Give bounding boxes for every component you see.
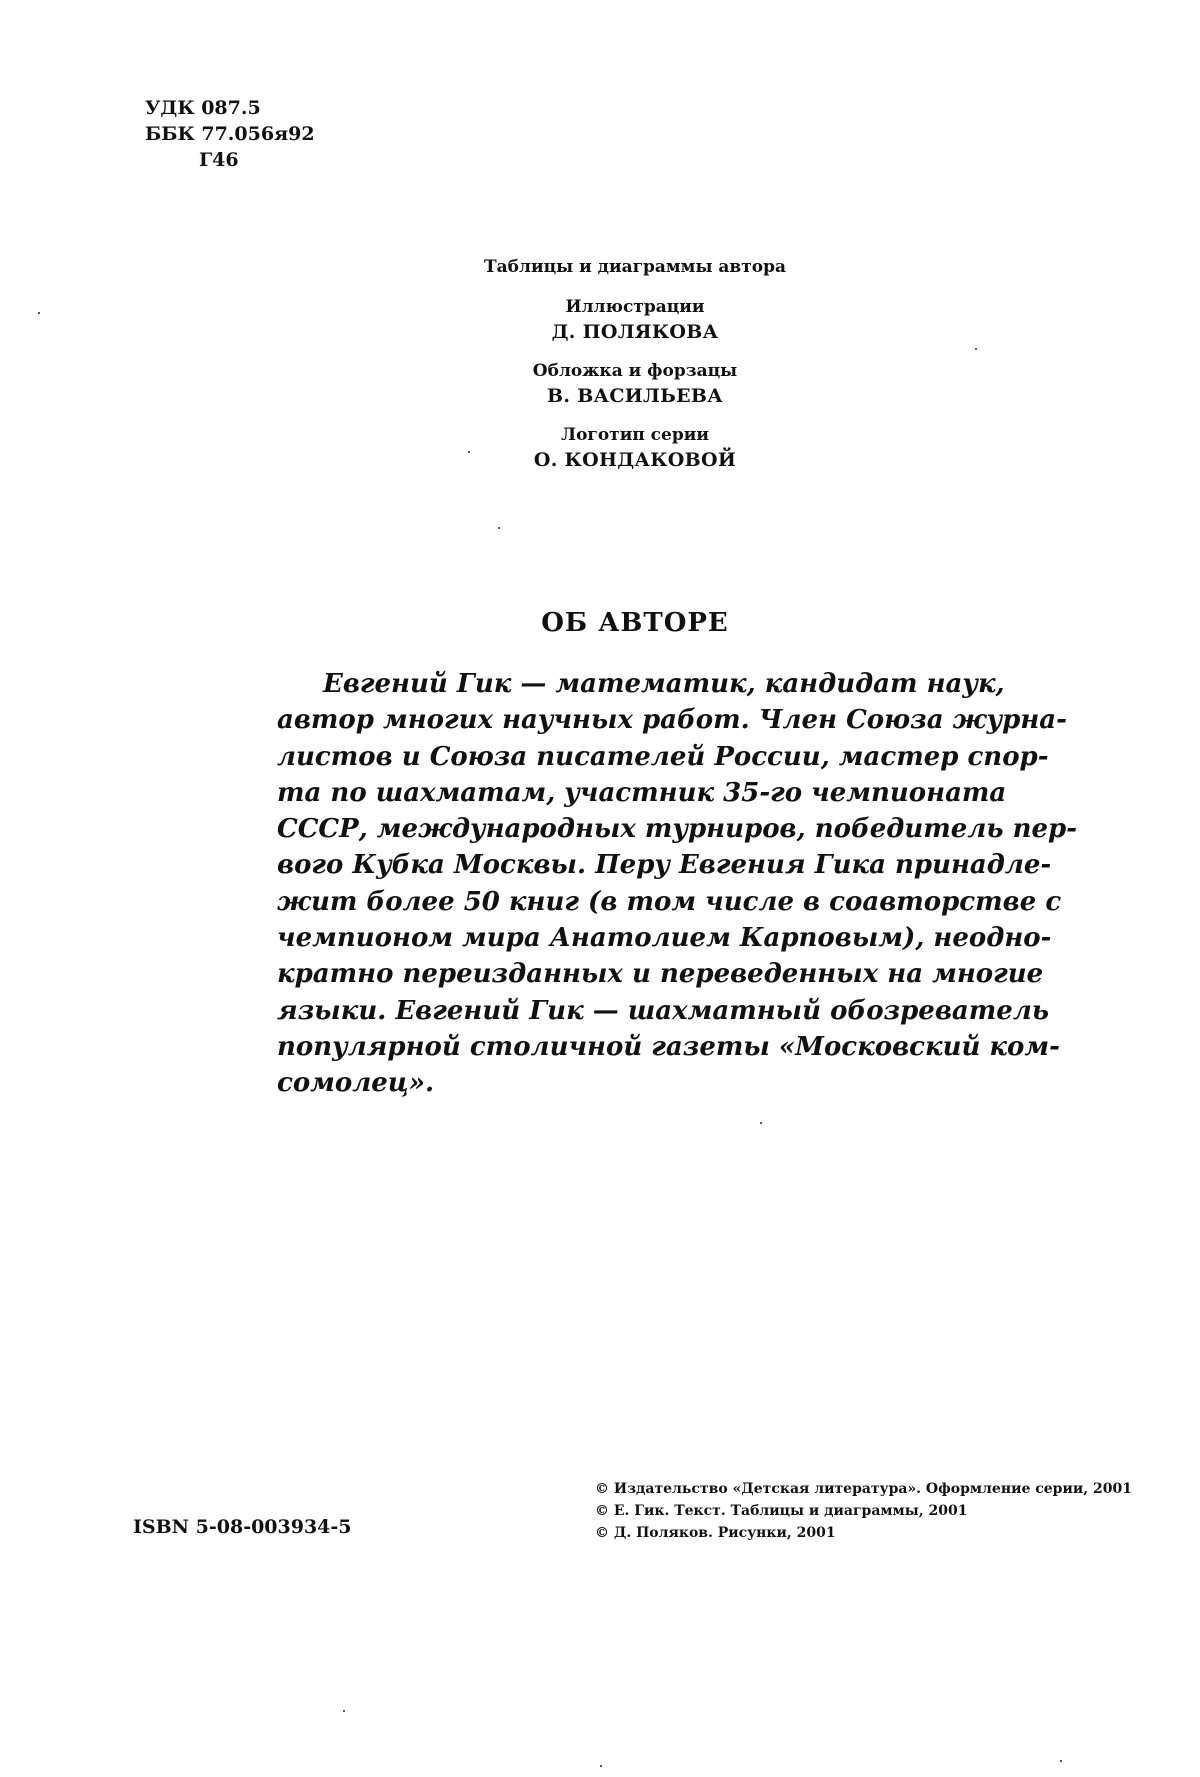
classification-codes bbox=[145, 95, 315, 173]
scan-speck bbox=[1060, 1760, 1062, 1762]
cover-name: В. ВАСИЛЬЕВА bbox=[547, 385, 723, 407]
about-line: кратно переизданных и переведенных на многие bbox=[277, 959, 1044, 990]
illustrations-name: Д. ПОЛЯКОВА bbox=[551, 321, 719, 343]
about-line: СССР, международных турниров, победитель пер- bbox=[277, 814, 1077, 845]
udk-code: УДК 087.5 bbox=[145, 97, 261, 119]
logo-credit bbox=[0, 423, 1200, 473]
about-line: чемпионом мира Анатолием Карповым), неодно- bbox=[277, 923, 1052, 954]
about-paragraph bbox=[277, 666, 1077, 1102]
cover-label: Обложка и форзацы bbox=[532, 361, 738, 381]
scan-speck bbox=[600, 1765, 602, 1767]
about-line: листов и Союза писателей России, мастер спор- bbox=[277, 741, 1049, 772]
about-line: языки. Евгений Гик — шахматный обозреватель bbox=[277, 995, 1050, 1026]
about-line: сомолец». bbox=[277, 1068, 434, 1099]
scan-speck bbox=[343, 1710, 345, 1712]
cover-credit bbox=[0, 359, 1200, 409]
about-line: та по шахматам, участник 35-го чемпионата bbox=[277, 777, 1007, 808]
logo-name: О. КОНДАКОВОЙ bbox=[533, 449, 737, 471]
copyright-line: © Е. Гик. Текст. Таблицы и диаграммы, 2001 bbox=[595, 1503, 968, 1519]
copyright-line: © Издательство «Детская литература». Оформление серии, 2001 bbox=[595, 1481, 1132, 1497]
scan-speck bbox=[760, 1122, 762, 1124]
author-sign: Г46 bbox=[199, 149, 239, 171]
about-line: вого Кубка Москвы. Перу Евгения Гика принадле- bbox=[277, 850, 1052, 881]
tables-note: Таблицы и диаграммы автора bbox=[483, 257, 786, 277]
about-title: ОБ АВТОРЕ bbox=[541, 608, 729, 638]
credits-block bbox=[0, 257, 1200, 487]
isbn: ISBN 5-08-003934-5 bbox=[133, 1516, 352, 1538]
about-line: жит более 50 книг (в том числе в соавторстве с bbox=[277, 886, 1062, 917]
bbk-code: ББК 77.056я92 bbox=[145, 123, 315, 145]
scan-speck bbox=[468, 451, 470, 453]
copyright-line: © Д. Поляков. Рисунки, 2001 bbox=[595, 1525, 836, 1541]
scan-speck bbox=[498, 527, 500, 529]
illustrations-credit bbox=[0, 295, 1200, 345]
copyright-notices bbox=[595, 1478, 1132, 1544]
illustrations-label: Иллюстрации bbox=[565, 297, 705, 317]
scan-speck bbox=[975, 348, 977, 350]
about-line: автор многих научных работ. Член Союза журна- bbox=[277, 705, 1067, 736]
about-line: популярной столичной газеты «Московский ком- bbox=[277, 1031, 1060, 1062]
scan-speck bbox=[38, 312, 40, 314]
logo-label: Логотип серии bbox=[561, 425, 709, 445]
about-line: Евгений Гик — математик, кандидат наук, bbox=[323, 669, 1005, 699]
